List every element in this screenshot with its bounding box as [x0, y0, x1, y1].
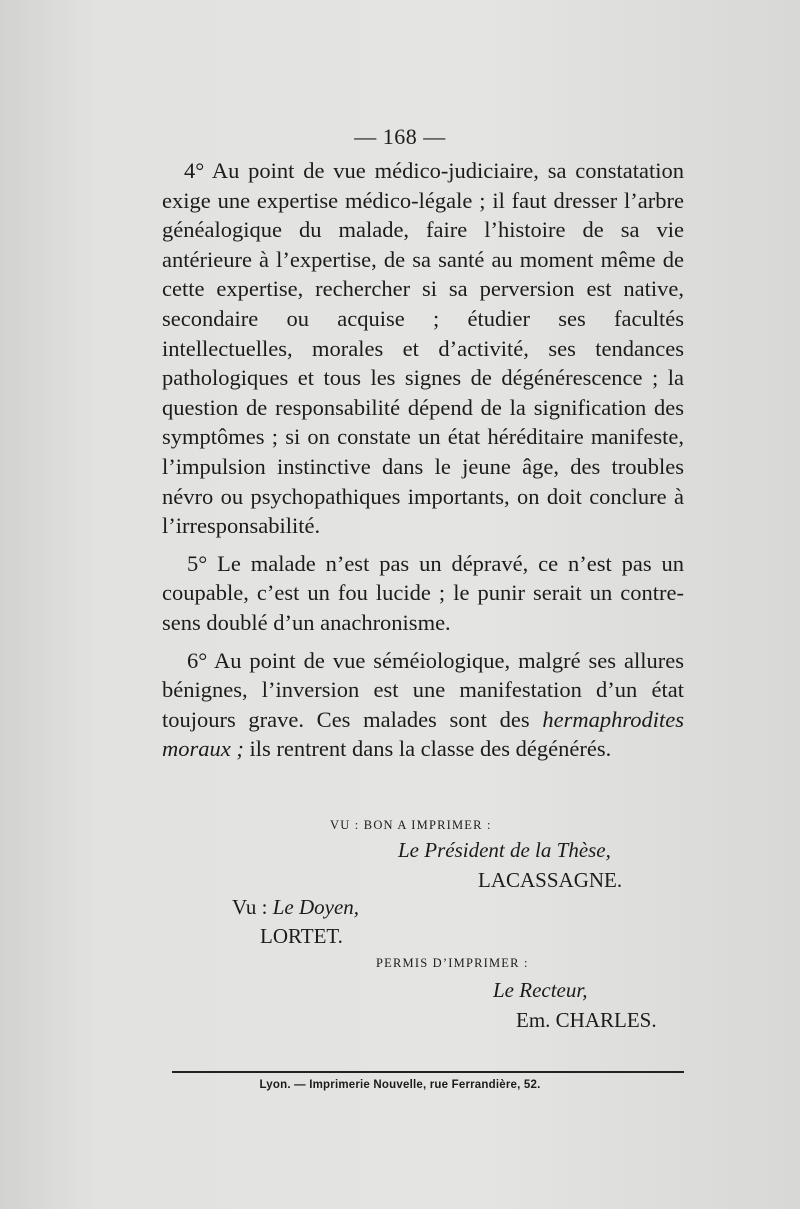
permis-d-imprimer: PERMIS D’IMPRIMER :: [376, 956, 529, 970]
paragraph-6-start: 6° Au point de vue séméiologique, malgré ses allures bénignes, l’inversion est une manifestation d’un état toujours grave. Ces malades sont des: [162, 647, 684, 732]
page-number: — 168 —: [354, 124, 446, 149]
recteur-title: Le Recteur,: [493, 978, 588, 1002]
president-name: LACASSAGNE.: [478, 868, 623, 892]
doyen-title: Le Doyen,: [272, 895, 360, 919]
recteur-name: Em. CHARLES.: [516, 1008, 657, 1032]
paragraph-6: [162, 646, 684, 764]
paragraph-5: 5° Le malade n’est pas un dépravé, ce n’est pas un coupable, c’est un fou lucide ; le punir serait un contre-sens doublé d’un anachronisme.: [162, 550, 684, 635]
body-text: [162, 156, 684, 772]
president-title: Le Président de la Thèse,: [398, 838, 611, 862]
doyen-line: [232, 895, 359, 920]
paragraph-6-end: ils rentrent dans la classe des dégénérés.: [243, 736, 612, 762]
paragraph-4: 4° Au point de vue médico-judiciaire, sa constatation exige une expertise médico-légale ; il faut dresser l’arbre généalogique du malade, faire l’histoire de sa vie antérieure à l’expertise, de sa santé au moment même de cette expertise, rechercher si sa perversion est native, secondaire ou acquise ; étudier ses facultés intellectuelles, morales et d’activité, ses tendances pathologiques et tous les signes de dégénérescence ; la question de responsabilité dépend de la signification des symptômes ; si on constate un état héréditaire manifeste, l’impulsion instinctive dans le jeune âge, des troubles névro ou psychopathiques importants, on doit conclure à l’irresponsabilité.: [162, 158, 684, 539]
doyen-name: LORTET.: [260, 924, 343, 948]
printer-line: Lyon. — Imprimerie Nouvelle, rue Ferrandière, 52.: [259, 1079, 541, 1091]
footer-rule: [172, 1071, 684, 1073]
paragraph-6-italic: hermaphrodites moraux ;: [162, 706, 684, 762]
vu-label: Vu :: [232, 895, 268, 919]
vu-bon-a-imprimer: VU : BON A IMPRIMER :: [330, 818, 492, 832]
